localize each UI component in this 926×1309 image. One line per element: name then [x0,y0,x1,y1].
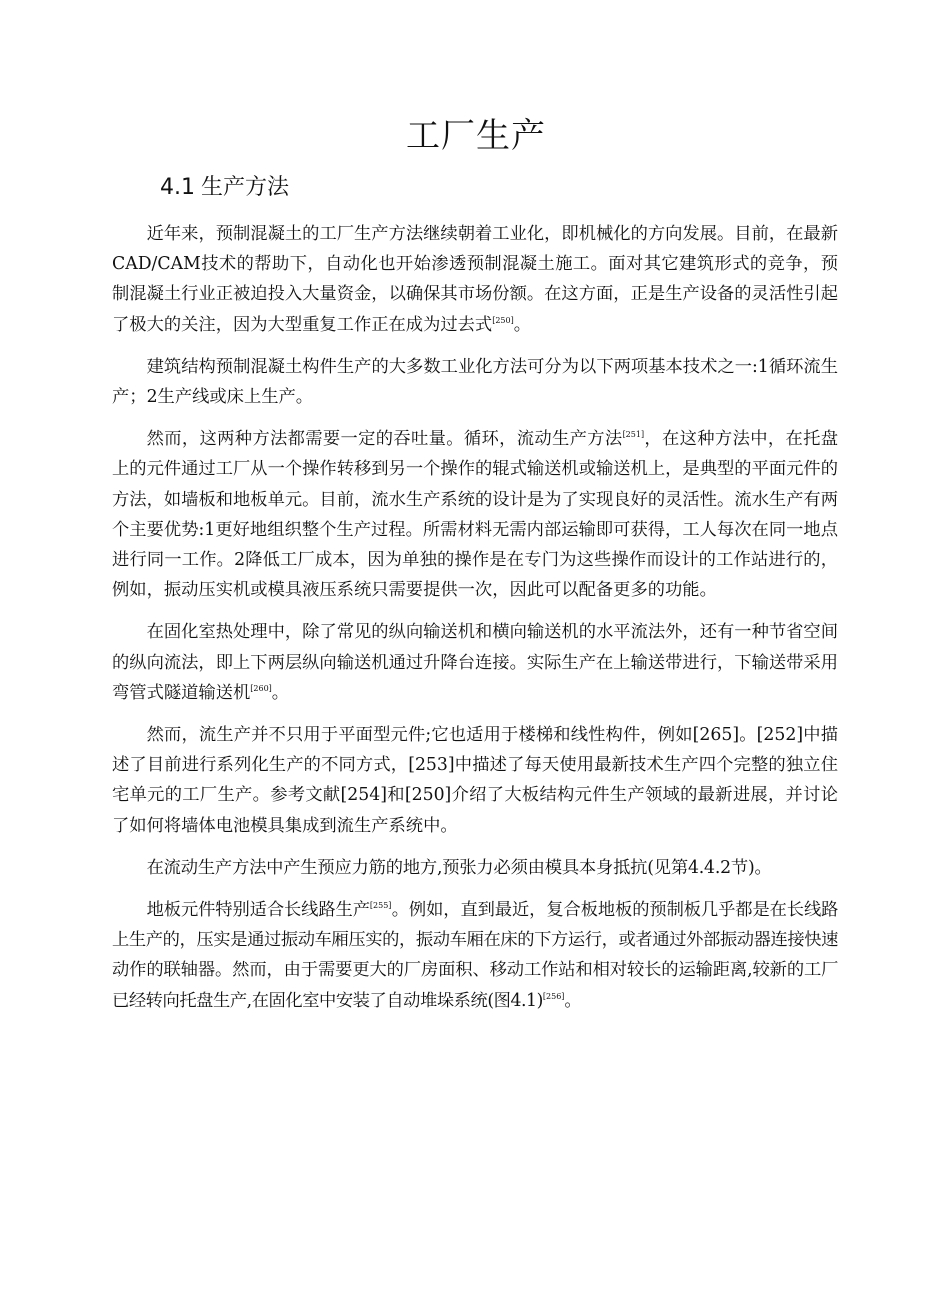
paragraph-end: 。 [564,990,582,1011]
body-text [112,219,838,1028]
citation-250: [250] [492,315,514,325]
paragraph-1 [112,219,838,340]
citation-255: [255] [369,901,392,911]
section-number: 4.1 [160,175,195,200]
paragraph-text: 近年来，预制混凝土的工厂生产方法继续朝着工业化，即机械化的方向发展。目前，在最新CAD/CAM技术的帮助下，自动化也开始渗透预制混凝土施工。面对其它建筑形式的竞争，预制混凝土行业正被迫投入大量资金，以确保其市场份额。在这方面，正是生产设备的灵活性引起了极大的关注，因为大型重复工作正在成为过去式 [112,224,838,335]
paragraph-text: 在固化室热处理中，除了常见的纵向输送机和横向输送机的水平流法外，还有一种节省空间的纵向流法，即上下两层纵向输送机通过升降台连接。实际生产在上输送带进行，下输送带采用弯管式隧道输送机 [112,622,838,703]
paragraph-tail: ，在这种方法中，在托盘上的元件通过工厂从一个操作转移到另一个操作的辊式输送机或输送机上，是典型的平面元件的方法，如墙板和地板单元。目前，流水生产系统的设计是为了实现良好的灵活性。流水生产有两个主要优势:1更好地组织整个生产过程。所需材料无需内部运输即可获得，工人每次在同一地点进行同一工作。2降低工厂成本，因为单独的操作是在专门为这些操作而设计的工作站进行的，例如，振动压实机或模具液压系统只需要提供一次，因此可以配备更多的功能。 [112,429,838,601]
citation-251: [251] [622,430,645,440]
paragraph-text: 在流动生产方法中产生预应力筋的地方,预张力必须由模具本身抵抗(见第4.4.2节)。 [146,857,772,878]
citation-256: [256] [542,991,565,1001]
paragraph-text: 建筑结构预制混凝土构件生产的大多数工业化方法可分为以下两项基本技术之一:1循环流生产；2生产线或床上生产。 [112,356,838,408]
paragraph-tail: 。 [513,314,532,335]
paragraph-6 [112,853,838,883]
paragraph-tail: 。例如，直到最近，复合板地板的预制板几乎都是在长线路上生产的，压实是通过振动车厢压实的，振动车厢在床的下方运行，或者通过外部振动器连接快速动作的联轴器。然而，由于需要更大的厂房面积、移动工作站和相对较长的运输距离,较新的工厂已经转向托盘生产,在固化室中安装了自动堆垛系统(图4.1) [112,900,838,1011]
paragraph-7 [112,895,838,1016]
paragraph-text: 然而，流生产并不只用于平面型元件;它也适用于楼梯和线性构件，例如[265]。[252]中描述了目前进行系列化生产的不同方式，[253]中描述了每天使用最新技术生产四个完整的独立住宅单元的工厂生产。参考文献[254]和[250]介绍了大板结构元件生产领域的最新进展，并讨论了如何将墙体电池模具集成到流生产系统中。 [112,725,838,836]
paragraph-5 [112,720,838,841]
paragraph-text: 地板元件特别适合长线路生产 [146,900,370,921]
section-heading [160,172,289,204]
page-title: 工厂生产 [406,116,546,156]
paragraph-text: 然而，这两种方法都需要一定的吞吐量。循环，流动生产方法 [146,429,623,450]
section-title: 生产方法 [201,175,290,200]
paragraph-4 [112,617,838,708]
paragraph-3 [112,424,838,605]
paragraph-tail: 。 [271,682,290,703]
paragraph-2 [112,352,838,412]
citation-260: [260] [250,684,272,694]
